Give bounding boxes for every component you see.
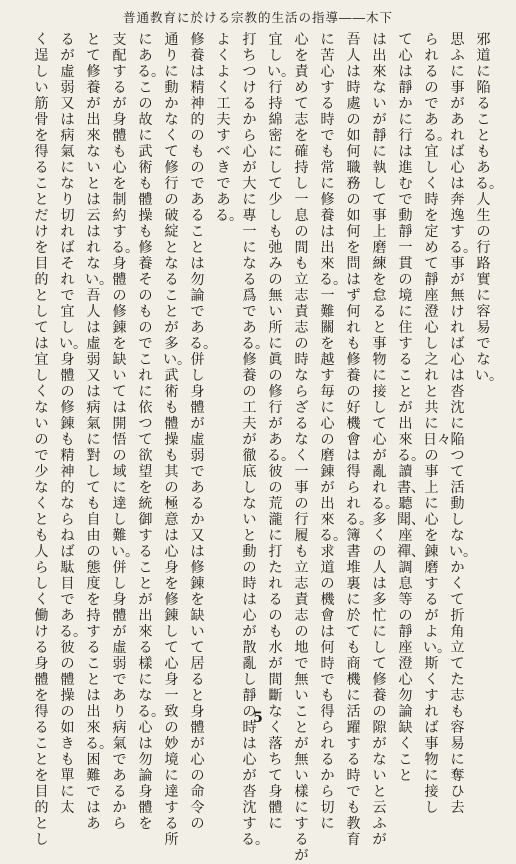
text-column: 修養は精神的のものであることは勿論である。併し身體が虛弱であるか又は修錬を缺いて居ると身體が心の命令の bbox=[189, 32, 217, 832]
text-column: 邪道に陥ることもある。人生の行路實に容易でない。 bbox=[475, 32, 503, 384]
page-number: 5 bbox=[253, 710, 263, 726]
text-column: にある。この故に武術も體操も修養そのものでこれに依つて欲望を統御することが出來る樣になる。心は勿論身體を bbox=[137, 32, 165, 832]
text-column: 吾人は時處の如何職務の如何を問はず何れも修養の好機會は得られる。簿書堆裏に於ても商機に活躍する時でも教育 bbox=[345, 32, 373, 848]
text-column: られるのである。宜しく時を定めて靜座澄心し之れと共に日々の事上に心を錬磨するがよい。斯くすれば事物に接し bbox=[423, 32, 451, 816]
text-column: とて修養が出來ないとは云はれない。吾人は虛弱又は病氣に對しても自由の態度を持することは出來る。困難ではあ bbox=[85, 32, 113, 832]
text-body bbox=[24, 32, 503, 864]
text-column: 打ちつけるから心が大に專一になる爲である。修養の工夫が徹底しないと動の時は心が散亂し靜の時は心が沓沈する。 bbox=[241, 32, 269, 848]
text-column: 宜しい。行持綿密にして少しも弛みの無い所に眞の修行がある。彼の荒瀧に打たれるのも水が間斷なく落ちて身體に bbox=[267, 32, 295, 832]
text-column: 通りに動かなくて修行の破綻となることが多い。武術も體操も其の極意は心身を修錬して心身一致の妙境に達する所 bbox=[163, 32, 191, 848]
text-column: 思ふに事があれば心は奔逸する。事が無ければ心は沓沈に陥つて活動しない。かくて折角立てた志も容易に奪ひ去 bbox=[449, 32, 477, 816]
text-column: 支配するが身體も心を制約する。身體の修錬を缺いては開悟の域に達し難い。併し身體が虛弱であり病氣であるから bbox=[111, 32, 139, 832]
text-column: 心を責めて志を確持し一息の間も立志責志の時ならざるなく一事の行履も立志責志の地で無いことが無い樣にするが bbox=[294, 32, 309, 864]
text-column: は出來ないが靜に執して事上磨練を怠ると事物に接して心が亂れる。多くの人は多忙にして修養の隙がないと云ふが bbox=[371, 32, 399, 848]
running-head: 普通教育に於ける宗教的生活の指導――木下 bbox=[122, 10, 393, 25]
text-column: て心は靜かに行は進むで動靜一貫の境に住することが出來る。讀書、聽聞、座禪、調息等の靜座澄心勿論缺くこと bbox=[397, 32, 425, 784]
text-column: るが虛弱又は病氣になり切ればそれで宜しい。身體の修錬も精神的ならねば駄目である。彼の體操の如きも單に太 bbox=[59, 32, 87, 816]
text-column: よくよく工夫すべきである。 bbox=[215, 32, 243, 224]
text-column: に苦心する時でも常に修養は出來る。一難關を越す毎に心の磨錬が出來る。求道の機會は何時でも得られるから切に bbox=[319, 32, 347, 832]
text-column: く逞しい筋骨を得ることだけを目的としては宜しくないので少なくとも人らしく働ける身體を得ることを目的とし bbox=[34, 32, 49, 848]
